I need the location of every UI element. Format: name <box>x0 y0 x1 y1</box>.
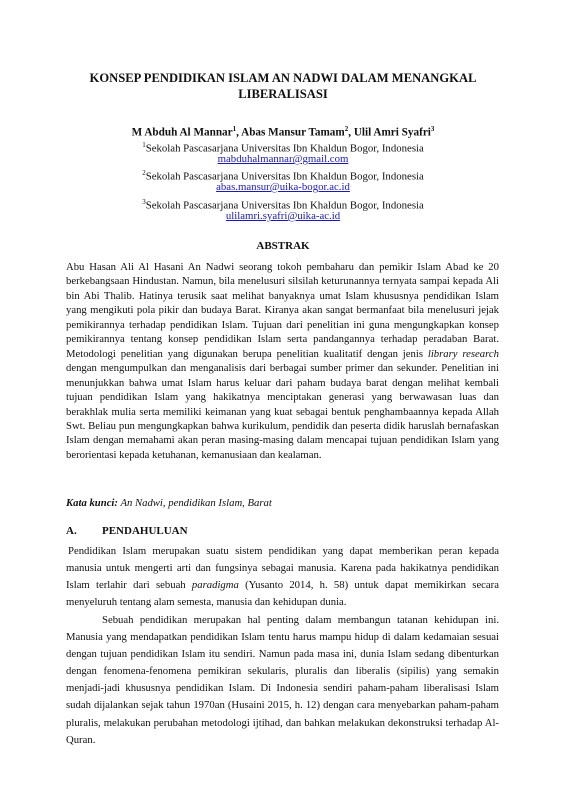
author-superscript: 2 <box>344 125 349 133</box>
author-list: M Abduh Al Mannar$^1$, Abas Mansur Tamam$^2$, Ulil Amri Syafri$^3$ <box>131 125 435 139</box>
body-paragraph: Sebuah pendidikan merupakan hal penting dalam membangun tatanan kehidupan ini. Manusia yang mendapatkan pendidikan Islam tentu harus mampu hidup di dalam kedamaian sesuai dengan tujuan pendidikan Islam itu sendiri. Namun pada masa ini, dunia Islam sedang dibenturkan dengan fenomena-fenomena pemikiran sekularis, pluralis dan liberalis (sipilis) yang semakin menjadi-jadi khususnya pendidikan Islam. Di Indonesia sendiri paham-paham liberalisasi Islam sudah dijalankan sejak tahun 1970an (Husaini 2015, h. 12) dengan cara menyebarkan paham-paham pluralis, melakukan perubahan metodologi ijtihad, dan bahkan melakukan dekonstruksi terhadap Al-Quran. <box>66 614 499 746</box>
paragraph-italic-term: paradigma <box>191 579 239 592</box>
author-email-link[interactable]: mabduhalmannar@gmail.com <box>217 153 349 165</box>
section-heading <box>66 524 499 538</box>
paragraph-text: (Yusanto 2014, h. 58) untuk dapat memikirkan secara menyeluruh tentang alam semesta, manusia dan kehidupan dunia. <box>66 579 499 609</box>
abstract-text: dengan mengumpulkan dan menganalisis dari berbagai sumber primer dan sekunder. Penelitian ini menunjukkan bahwa umat Islam harus keluar dari paham budaya barat dengan melihat kembali tujuan pendidikan Islam yang hakikatnya menciptakan generasi yang berwawasan luas dan berakhlak mulia serta memiliki keimanan yang kuat sebagai bentuk penghambaannya kepada Allah Swt. Beliau pun mengungkapkan bahwa kurikulum, pendidik dan peserta didik haruslah bernafaskan Islam dengan memahami akan peran masing-masing dalam mencapai tujuan pendidikan Islam yang berorientasi kepada ketuhanan, kemanusiaan dan kealaman. <box>66 362 499 461</box>
abstract-body <box>66 260 499 462</box>
keywords <box>66 496 499 510</box>
abstract-heading: ABSTRAK <box>256 240 310 252</box>
body-paragraph <box>66 543 499 611</box>
author-name: M Abduh Al Mannar <box>131 126 233 139</box>
affiliation-superscript: 3 <box>142 198 146 206</box>
keywords-label: Kata kunci: <box>66 497 118 509</box>
author-superscript: 3 <box>430 125 435 133</box>
section-number: A. <box>66 525 77 537</box>
affiliation-superscript: 2 <box>142 169 146 177</box>
affiliation-institution: Sekolah Pascasarjana Universitas Ibn Khaldun Bogor, Indonesia <box>145 170 424 183</box>
author-name: Abas Mansur Tamam <box>241 126 345 139</box>
affiliation-institution: Sekolah Pascasarjana Universitas Ibn Khaldun Bogor, Indonesia <box>145 199 424 212</box>
paper-title: KONSEP PENDIDIKAN ISLAM AN NADWI DALAM MENANGKAL LIBERALISASI <box>89 71 477 101</box>
author-email-link[interactable]: abas.mansur@uika-bogor.ac.id <box>216 181 350 193</box>
author-name: Ulil Amri Syafri <box>353 126 431 139</box>
affiliation-institution: Sekolah Pascasarjana Universitas Ibn Khaldun Bogor, Indonesia <box>145 142 424 155</box>
author-superscript: 1 <box>232 125 237 133</box>
abstract-italic-term: library research <box>427 347 499 360</box>
keywords-value: An Nadwi, pendidikan Islam, Barat <box>117 497 272 509</box>
paragraph-text: Pendidikan Islam merupakan suatu sistem pendidikan yang dapat memberikan peran kepada manusia untuk mengerti arti dan fungsinya sebagai manusia. Karena pada hakikatnya pendidikan Islam terlahir dari sebuah <box>66 545 499 592</box>
author-email-link[interactable]: ulilamri.syafri@uika-ac.id <box>225 210 341 222</box>
abstract-text: Abu Hasan Ali Al Hasani An Nadwi seorang tokoh pembaharu dan pemikir Islam Abad ke 20 berkebangsaan Hindustan. Namun, bila menelusuri silsilah keturunannya ternyata sampai kepada Ali bin Abi Thalib. Hatinya terusik saat melihat banyaknya umat Islam khususnya pendidikan Islam yang mengikuti pola pikir dan budaya Barat. Kiranya akan sangat bermanfaat bila menelusuri jejak pemikirannya terhadap pendidikan Islam. Tujuan dari penelitian ini guna mengungkapkan konsep pemikirannya tentang konsep pendidikan Islam serta pandangannya terhadap peradaban Barat. Metodologi penelitian yang digunakan berupa penelitian kualitatif dengan jenis <box>66 261 499 360</box>
section-title: PENDAHULUAN <box>102 525 188 537</box>
affiliation-superscript: 1 <box>142 141 146 149</box>
